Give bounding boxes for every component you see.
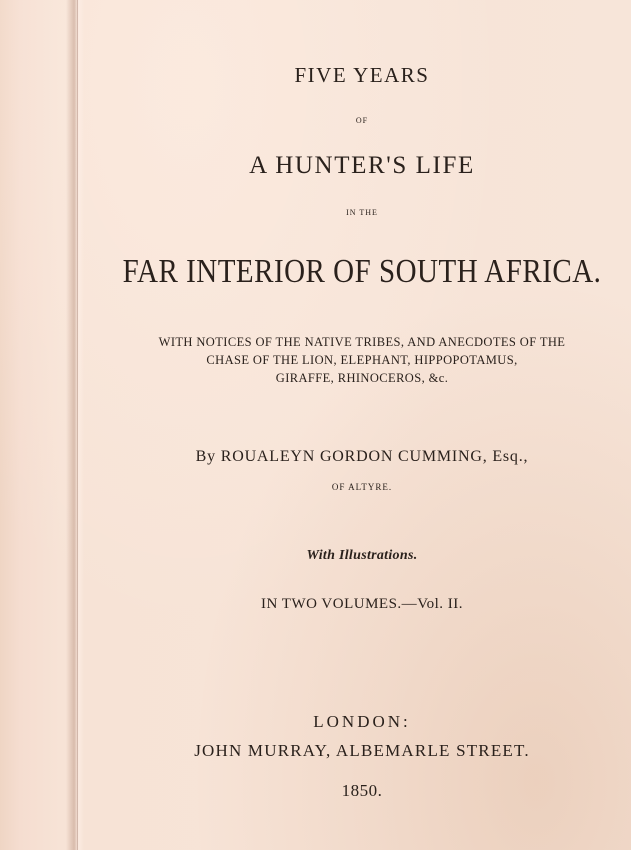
volume-number: Vol. II. <box>417 596 463 612</box>
volumes-count: IN TWO VOLUMES.— <box>260 596 418 612</box>
title-line-2: A HUNTER'S LIFE <box>249 152 475 179</box>
subtitle-line-3: GIRAFFE, RHINOCEROS, &c. <box>275 371 449 385</box>
title-connector-in-the: IN THE <box>346 208 378 217</box>
author-name: ROUALEYN GORDON CUMMING, <box>220 448 488 465</box>
imprint-publisher: JOHN MURRAY, ALBEMARLE STREET. <box>194 741 530 760</box>
illustrations-note: With Illustrations. <box>306 548 418 563</box>
imprint-year: 1850. <box>341 781 383 800</box>
subtitle-line-2: CHASE OF THE LION, ELEPHANT, HIPPOPOTAMUS, <box>206 353 518 367</box>
title-line-1: FIVE YEARS <box>294 63 430 87</box>
author-residence: OF ALTYRE. <box>331 482 393 492</box>
title-connector-of: OF <box>355 116 369 125</box>
author-line <box>82 448 631 466</box>
spine-line <box>77 0 78 850</box>
volume-line <box>82 596 631 613</box>
subtitle-line-1: WITH NOTICES OF THE NATIVE TRIBES, AND ANECDOTES OF THE <box>158 335 566 349</box>
title-line-3: FAR INTERIOR OF SOUTH AFRICA. <box>122 253 602 290</box>
author-title: Esq., <box>492 448 529 465</box>
imprint-city: LONDON: <box>313 712 411 731</box>
author-by: By <box>195 448 216 465</box>
